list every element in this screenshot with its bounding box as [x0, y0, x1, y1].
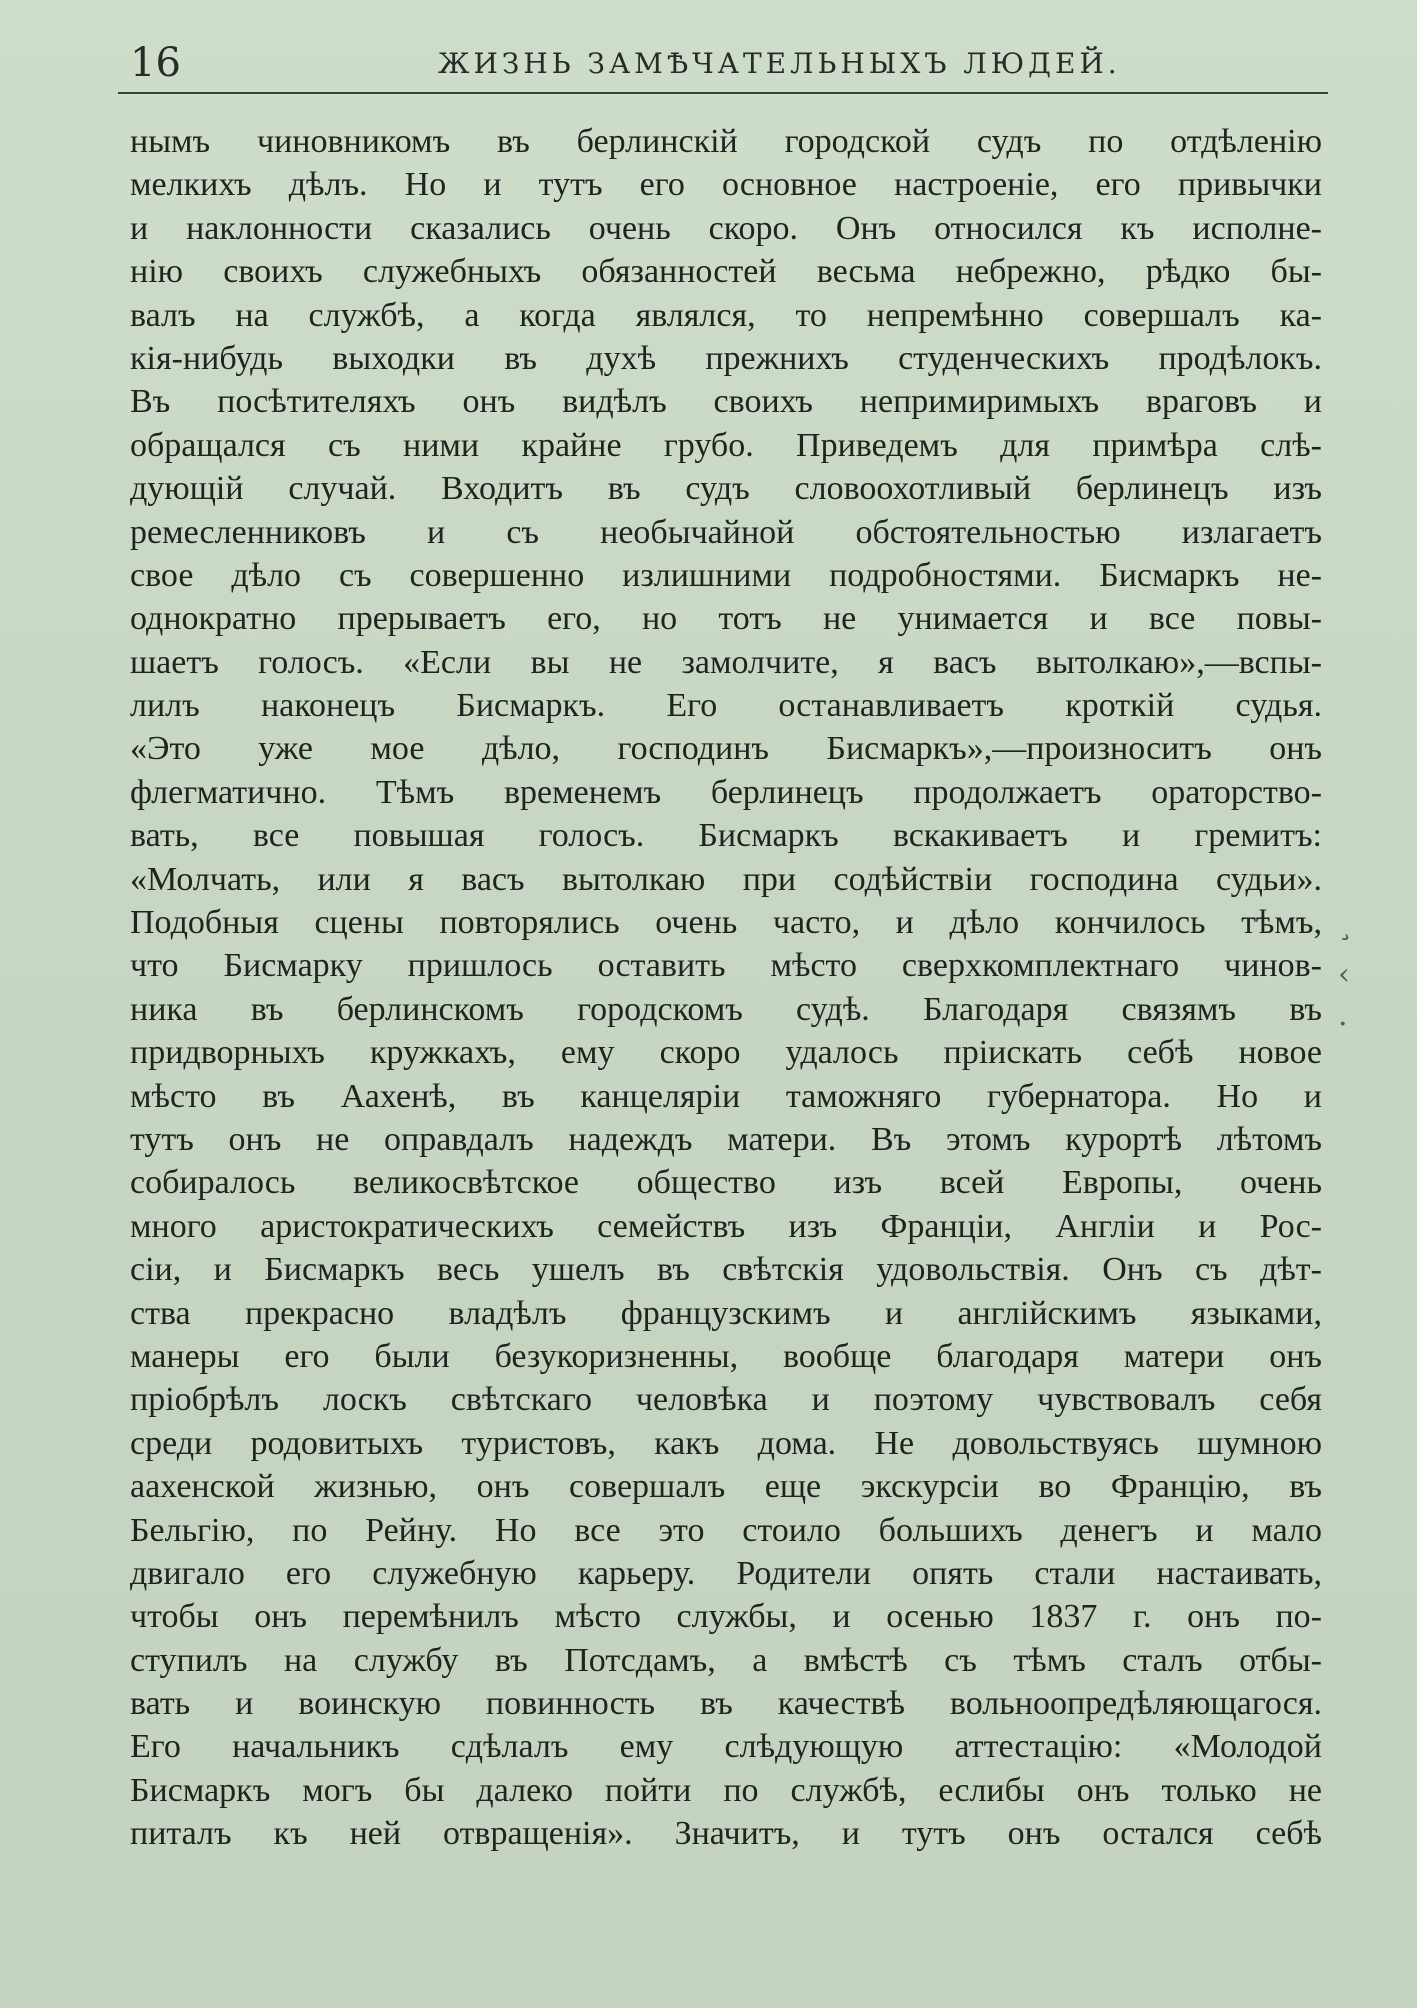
text-line: обращался съ ними крайне грубо. Приведемъ для примѣра слѣ- — [130, 426, 1322, 464]
text-line: валъ на службѣ, а когда являлся, то непремѣнно совершалъ ка- — [130, 296, 1322, 334]
text-line: сіи, и Бисмаркъ весь ушелъ въ свѣтскія удовольствія. Онъ съ дѣт- — [130, 1251, 1322, 1289]
text-line: и наклонности сказались очень скоро. Онъ относился къ исполне- — [130, 209, 1322, 247]
text-line: Бельгію, по Рейну. Но все это стоило большихъ денегъ и мало — [130, 1511, 1322, 1549]
text-line: вать и воинскую повинность въ качествѣ вольноопредѣляющагося. — [130, 1685, 1322, 1723]
header-rule — [118, 92, 1328, 94]
text-line: среди родовитыхъ туристовъ, какъ дома. Не довольствуясь шумною — [130, 1424, 1322, 1462]
text-line: ремесленниковъ и съ необычайной обстоятельностью излагаетъ — [130, 513, 1322, 551]
text-line: нію своихъ служебныхъ обязанностей весьма небрежно, рѣдко бы- — [130, 253, 1322, 291]
text-line: мелкихъ дѣлъ. Но и тутъ его основное настроеніе, его привычки — [130, 166, 1322, 204]
text-line: Въ посѣтителяхъ онъ видѣлъ своихъ непримиримыхъ враговъ и — [130, 383, 1322, 421]
text-line: много аристократическихъ семействъ изъ Франціи, Англіи и Рос- — [130, 1207, 1322, 1245]
text-line: придворныхъ кружкахъ, ему скоро удалось пріискать себѣ новое — [130, 1034, 1322, 1072]
running-title: ЖИЗНЬ ЗАМѢЧАТЕЛЬНЫХЪ ЛЮДЕЙ. — [438, 47, 1121, 80]
text-line: собиралось великосвѣтское общество изъ всей Европы, очень — [130, 1164, 1322, 1202]
text-line: ства прекрасно владѣлъ французскимъ и англійскимъ языками, — [130, 1294, 1322, 1332]
text-line: мѣсто въ Аахенѣ, въ канцеляріи таможняго губернатора. Но и — [130, 1077, 1322, 1115]
text-line: что Бисмарку пришлось оставить мѣсто сверхкомплектнаго чинов- — [130, 947, 1322, 985]
text-line: дующій случай. Входитъ въ судъ словоохотливый берлинецъ изъ — [130, 470, 1322, 508]
margin-marks: ¸ ‹ · — [1338, 907, 1353, 1042]
text-line: питалъ къ ней отвращенія». Значитъ, и тутъ онъ остался себѣ — [130, 1815, 1322, 1853]
text-line: аахенской жизнью, онъ совершалъ еще экскурсіи во Францію, въ — [130, 1468, 1322, 1506]
text-line: кія-нибудь выходки въ духѣ прежнихъ студенческихъ продѣлокъ. — [130, 339, 1322, 377]
text-line: свое дѣло съ совершенно излишними подробностями. Бисмаркъ не- — [130, 556, 1322, 594]
text-line: ступилъ на службу въ Потсдамъ, а вмѣстѣ съ тѣмъ сталъ отбы- — [130, 1641, 1322, 1679]
text-line: Его начальникъ сдѣлалъ ему слѣдующую аттестацію: «Молодой — [130, 1728, 1322, 1766]
text-line: «Это уже мое дѣло, господинъ Бисмаркъ»,—произноситъ онъ — [130, 730, 1322, 768]
page-number: 16 — [130, 40, 181, 86]
text-line: однократно прерываетъ его, но тотъ не унимается и все повы- — [130, 600, 1322, 638]
text-line: лилъ наконецъ Бисмаркъ. Его останавливаетъ кроткій судья. — [130, 687, 1322, 725]
text-line: Бисмаркъ могъ бы далеко пойти по службѣ, еслибы онъ только не — [130, 1771, 1322, 1809]
text-line: шаетъ голосъ. «Если вы не замолчите, я васъ вытолкаю»,—вспы- — [130, 643, 1322, 681]
body-text — [130, 120, 1322, 1856]
text-line: Подобныя сцены повторялись очень часто, и дѣло кончилось тѣмъ, — [130, 904, 1322, 942]
text-line: двигало его служебную карьеру. Родители опять стали настаивать, — [130, 1554, 1322, 1592]
text-line: «Молчать, или я васъ вытолкаю при содѣйствіи господина судьи». — [130, 860, 1322, 898]
text-line: ника въ берлинскомъ городскомъ судѣ. Благодаря связямъ въ — [130, 990, 1322, 1028]
text-line: нымъ чиновникомъ въ берлинскій городской судъ по отдѣленію — [130, 123, 1322, 160]
text-line: вать, все повышая голосъ. Бисмаркъ вскакиваетъ и гремитъ: — [130, 817, 1322, 855]
page-header — [118, 38, 1328, 94]
text-line: пріобрѣлъ лоскъ свѣтскаго человѣка и поэтому чувствовалъ себя — [130, 1381, 1322, 1419]
text-line: манеры его были безукоризненны, вообще благодаря матери онъ — [130, 1337, 1322, 1375]
text-line: чтобы онъ перемѣнилъ мѣсто службы, и осенью 1837 г. онъ по- — [130, 1598, 1322, 1636]
text-line: тутъ онъ не оправдалъ надеждъ матери. Въ этомъ курортѣ лѣтомъ — [130, 1120, 1322, 1158]
text-line: флегматично. Тѣмъ временемъ берлинецъ продолжаетъ ораторство- — [130, 773, 1322, 811]
